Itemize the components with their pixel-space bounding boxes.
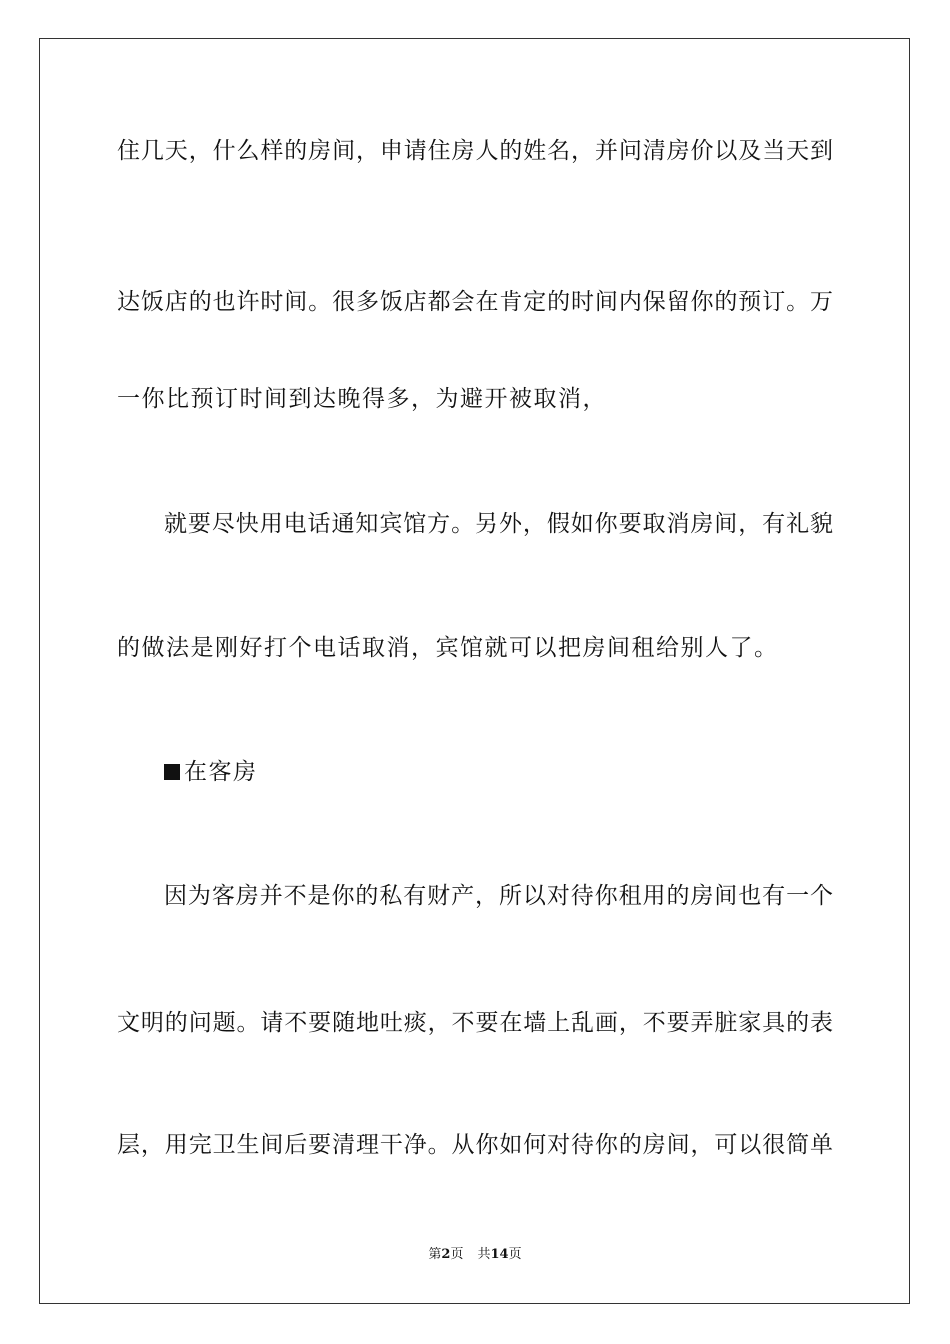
paragraph-2-line-2: 的做法是刚好打个电话取消，宾馆就可以把房间租给别人了。 [117,635,779,661]
footer-page-prefix: 第 [428,1247,442,1262]
paragraph-2-line-1: 就要尽快用电话通知宾馆方。另外，假如你要取消房间，有礼貌 [164,511,833,537]
paragraph-3-line-2: 文明的问题。请不要随地吐痰，不要在墙上乱画，不要弄脏家具的表 [117,1010,833,1036]
footer-total-suffix: 页 [508,1247,522,1262]
paragraph-1-line-3: 一你比预订时间到达晚得多，为避开被取消， [117,386,607,412]
paragraph-3-line-1: 因为客房并不是你的私有财产，所以对待你租用的房间也有一个 [164,883,833,909]
footer-page-suffix: 页 [450,1247,464,1262]
paragraph-1-line-2: 达饭店的也许时间。很多饭店都会在肯定的时间内保留你的预订。万 [117,289,833,315]
footer-total-prefix: 共 [477,1247,491,1262]
page-footer [0,1247,950,1263]
paragraph-1-line-1: 住几天，什么样的房间，申请住房人的姓名，并问清房价以及当天到 [117,138,833,164]
section-heading-text: 在客房 [184,759,258,785]
section-heading [164,757,258,787]
footer-page-number: 2 [441,1247,451,1262]
footer-total-pages: 14 [490,1247,509,1262]
page-border [39,38,910,1304]
paragraph-3-line-3: 层，用完卫生间后要清理干净。从你如何对待你的房间，可以很简单 [117,1132,833,1158]
black-square-icon [164,764,180,780]
